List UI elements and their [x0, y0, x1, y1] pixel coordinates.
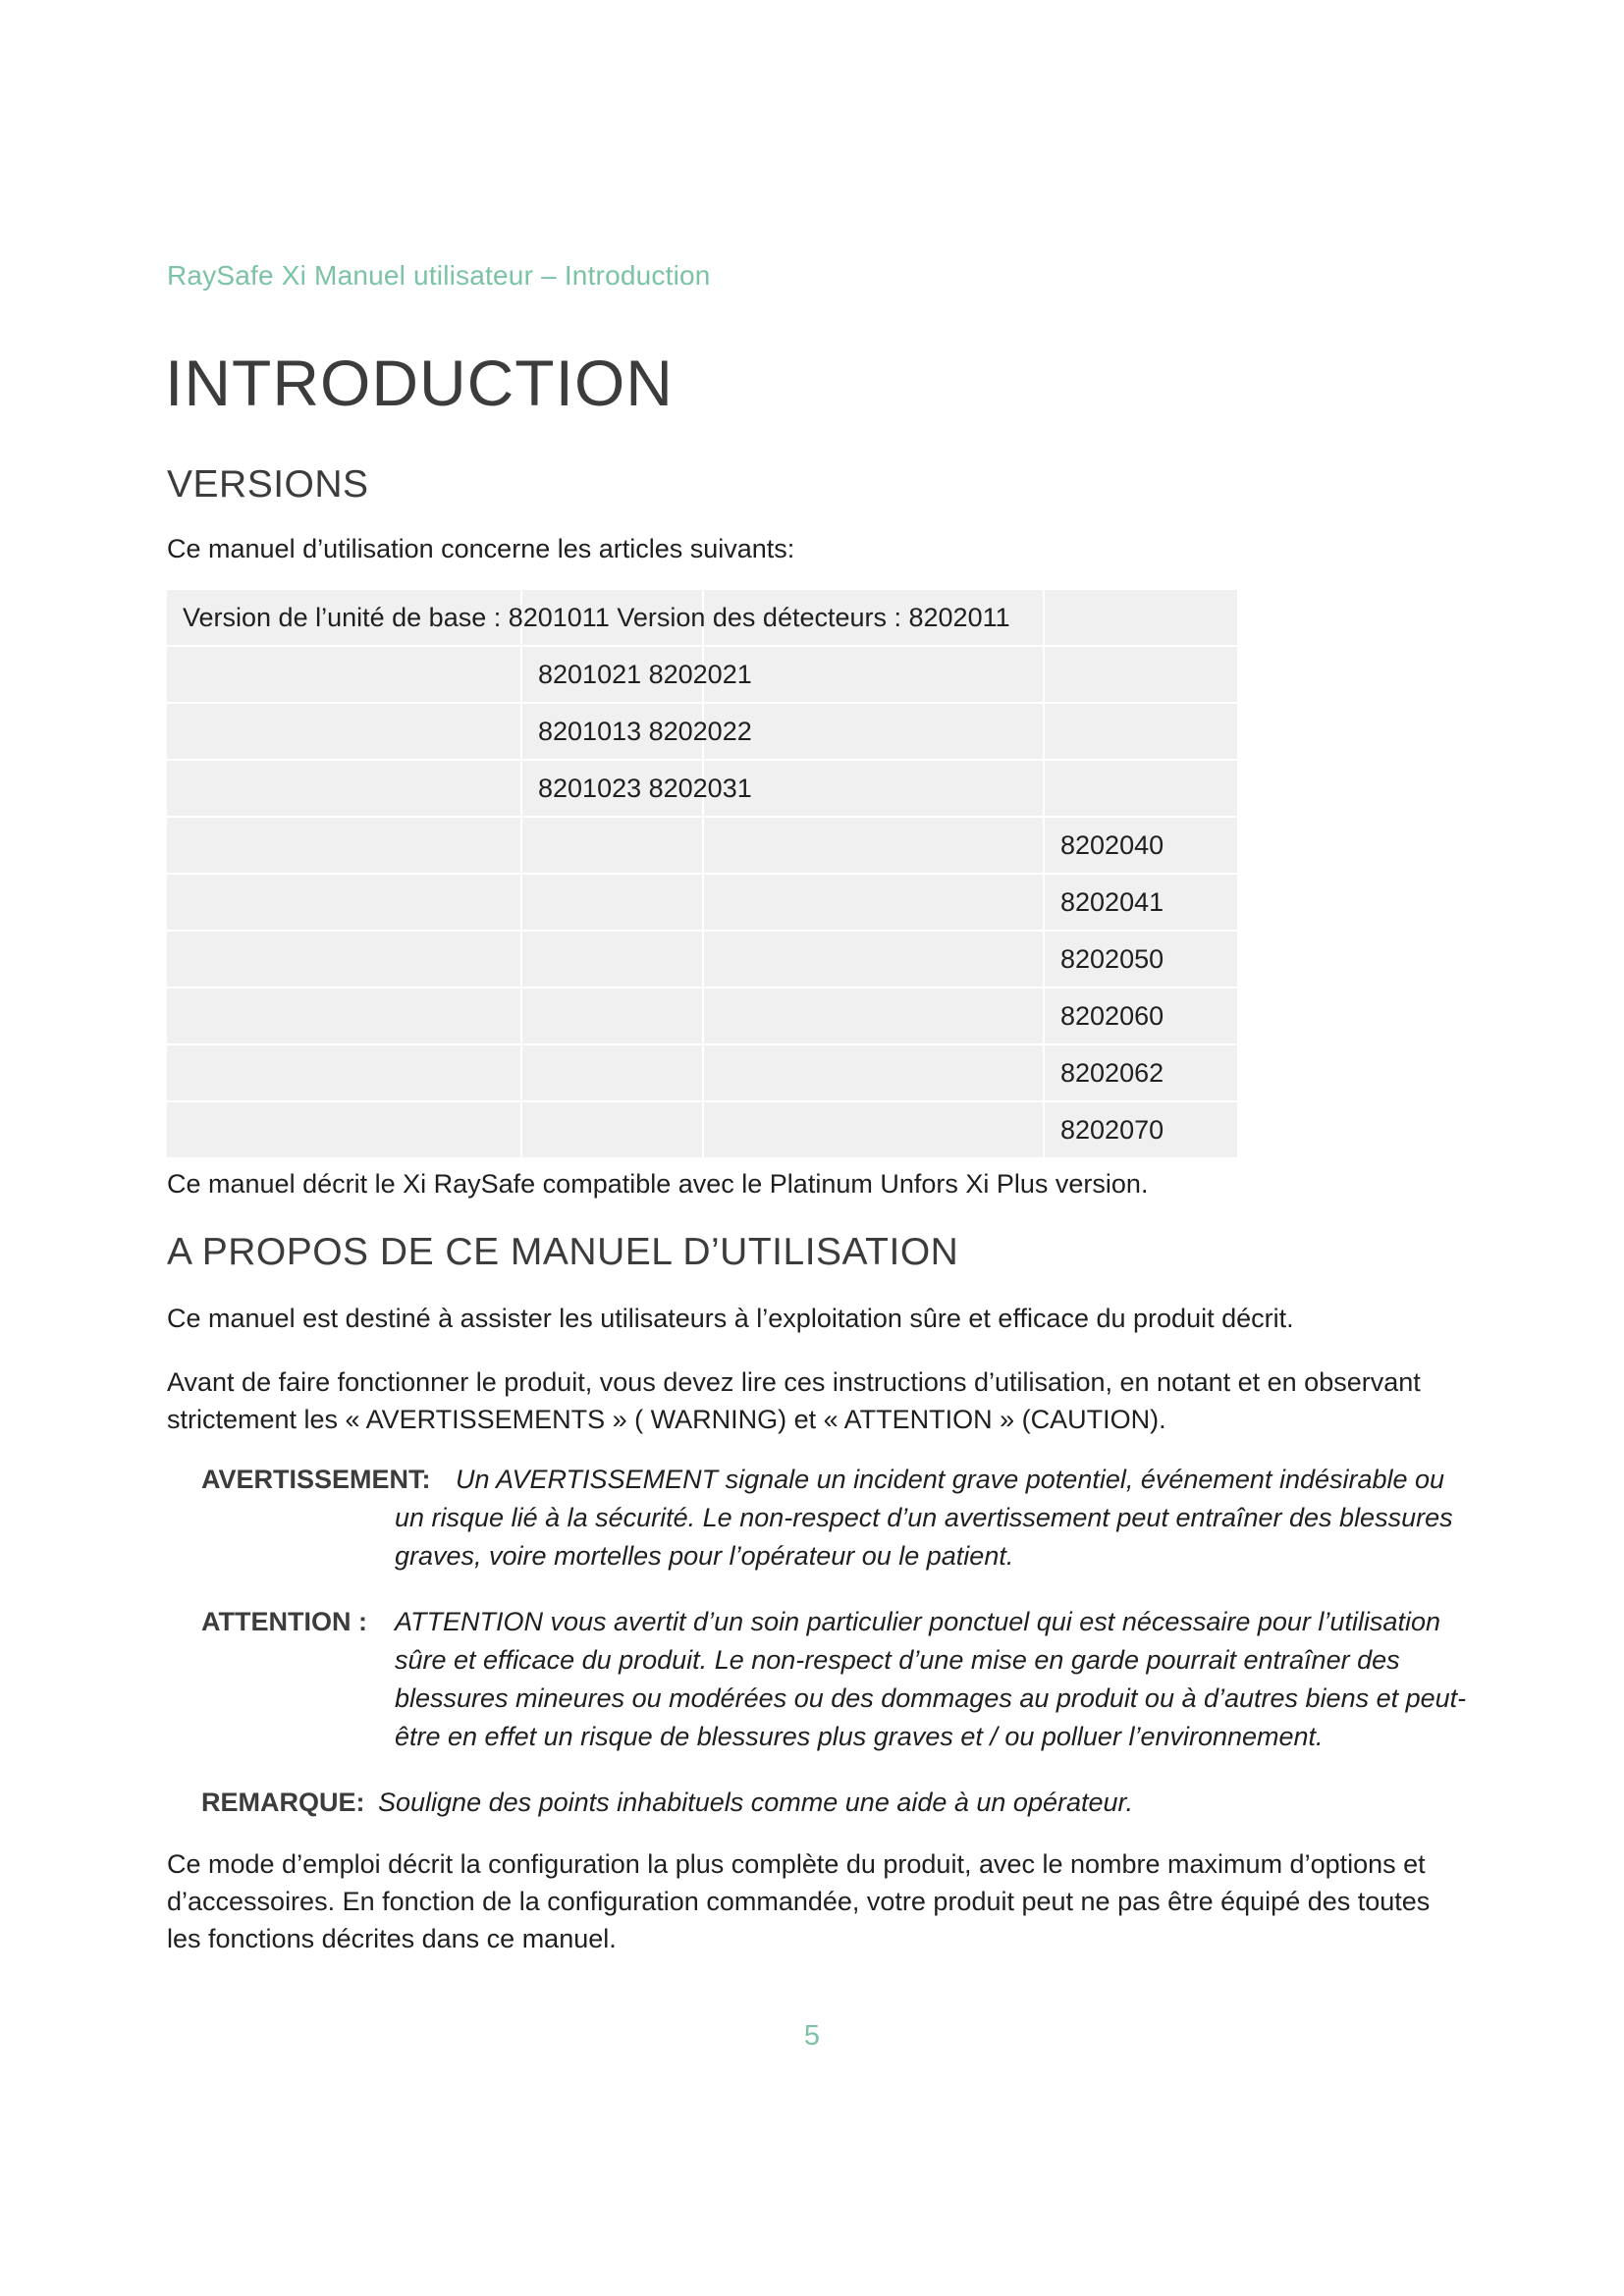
- table-cell: [522, 761, 752, 816]
- table-cell: [167, 988, 520, 1043]
- table-header-text: Version de l’unité de base : 8201011 Version des détecteurs : 8202011: [183, 603, 1010, 632]
- table-cell: [704, 1045, 1043, 1100]
- table-cell: [167, 647, 520, 702]
- paired-version: 8201013 8202022: [538, 717, 752, 746]
- table-row: [167, 647, 1239, 702]
- remark-text: Souligne des points inhabituels comme une aide à un opérateur.: [378, 1788, 1134, 1817]
- remark-label: REMARQUE:: [201, 1788, 365, 1817]
- table-cell: [704, 704, 1043, 759]
- page-title: INTRODUCTION: [165, 347, 674, 419]
- table-row: [167, 761, 1239, 816]
- versions-intro: Ce manuel d’utilisation concerne les articles suivants:: [167, 534, 795, 563]
- table-cell: [522, 1102, 702, 1157]
- page-number: 5: [803, 2020, 821, 2052]
- table-cell: [704, 818, 1043, 873]
- detector-version: 8202062: [1045, 1045, 1237, 1100]
- table-cell: [1045, 704, 1237, 759]
- paired-version: 8201021 8202021: [538, 660, 752, 689]
- detector-version: 8202040: [1045, 818, 1237, 873]
- table-cell: [704, 988, 1043, 1043]
- table-cell: [167, 1045, 520, 1100]
- caution-note: [201, 1603, 1478, 1756]
- table-cell: [522, 647, 752, 702]
- paired-version: 8201023 8202031: [538, 774, 752, 803]
- table-row: [167, 704, 1239, 759]
- detector-version: 8202060: [1045, 988, 1237, 1043]
- versions-heading: VERSIONS: [167, 463, 369, 506]
- table-row: [167, 818, 1239, 873]
- table-row: [167, 932, 1239, 987]
- table-cell: [522, 704, 752, 759]
- detector-version: 8202070: [1045, 1102, 1237, 1157]
- table-row: [167, 988, 1239, 1043]
- table-row: [167, 590, 1239, 645]
- table-cell: [704, 875, 1043, 930]
- table-cell: [522, 988, 702, 1043]
- table-cell: [167, 875, 520, 930]
- table-cell: [167, 1102, 520, 1157]
- warning-text: Un AVERTISSEMENT signale un incident grave potentiel, événement indésirable ou un risque lié à la sécurité. Le non-respect d’un avertissement peut entraîner des blessures graves, voire mortelles pour l’opérateur ou le patient.: [395, 1465, 1453, 1571]
- about-paragraph-2: Avant de faire fonctionner le produit, vous devez lire ces instructions d’utilisation, en notant et en observant strictement les « AVERTISSEMENTS » ( WARNING) et « ATTENTION » (CAUTION).: [167, 1367, 1421, 1434]
- about-heading: A PROPOS DE CE MANUEL D’UTILISATION: [167, 1231, 959, 1273]
- detector-version: 8202050: [1045, 932, 1237, 987]
- caution-text: ATTENTION vous avertit d’un soin particulier ponctuel qui est nécessaire pour l’utilisation sûre et efficace du produit. Le non-respect d’une mise en garde pourrait entraîner des blessures mineures ou modérées ou des dommages au produit ou à d’autres biens et peut-être en effet un risque de blessures plus graves et / ou polluer l’environnement.: [395, 1607, 1467, 1751]
- table-cell: [704, 647, 1043, 702]
- table-cell: [1045, 761, 1237, 816]
- table-cell: [1045, 590, 1237, 645]
- table-row: [167, 1045, 1239, 1100]
- table-cell: [704, 932, 1043, 987]
- warning-label: AVERTISSEMENT:: [201, 1465, 431, 1494]
- table-cell: [522, 818, 702, 873]
- table-cell: [1045, 647, 1237, 702]
- table-cell: [522, 932, 702, 987]
- table-cell: [167, 932, 520, 987]
- detector-version: 8202041: [1045, 875, 1237, 930]
- table-cell: [522, 875, 702, 930]
- table-cell: [167, 761, 520, 816]
- table-cell: [167, 590, 1010, 645]
- table-cell: [522, 1045, 702, 1100]
- table-row: [167, 1102, 1239, 1157]
- remark-note: [201, 1784, 1478, 1822]
- table-cell: [167, 818, 520, 873]
- caution-label: ATTENTION :: [201, 1607, 367, 1636]
- warning-note: [201, 1461, 1478, 1575]
- about-paragraph-3: Ce mode d’emploi décrit la configuration la plus complète du produit, avec le nombre maximum d’options et d’accessoires. En fonction de la configuration commandée, votre produit peut ne pas être équipé des toutes les fonctions décrites dans ce manuel.: [167, 1849, 1431, 1953]
- table-row: [167, 875, 1239, 930]
- compat-note: Ce manuel décrit le Xi RaySafe compatible avec le Platinum Unfors Xi Plus version.: [167, 1169, 1149, 1199]
- table-cell: [704, 761, 1043, 816]
- table-cell: [167, 704, 520, 759]
- versions-table: [167, 590, 1239, 1159]
- table-cell: [704, 1102, 1043, 1157]
- running-header: RaySafe Xi Manuel utilisateur – Introduction: [167, 260, 711, 291]
- about-paragraph-1: Ce manuel est destiné à assister les utilisateurs à l’exploitation sûre et efficace du produit décrit.: [167, 1304, 1294, 1333]
